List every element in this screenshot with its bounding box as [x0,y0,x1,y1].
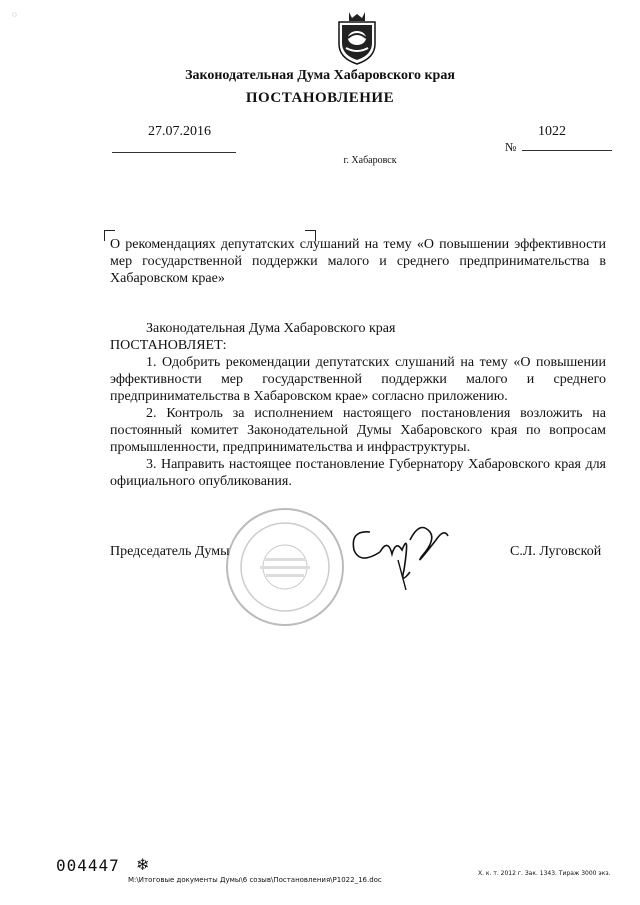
signatory-name: С.Л. Луговской [510,544,602,559]
snowflake-icon: ❄ [136,857,150,874]
number-underline [522,150,612,151]
resolves-line: ПОСТАНОВЛЯЕТ: [110,338,227,353]
coat-of-arms-icon [334,8,380,66]
item-2: 2. Контроль за исполнением настоящего постановления возложить на постоянный комитет Законодательной Думы Хабаровского края по вопросам промышленности, предпринимательства и инфраструктуры. [110,406,606,455]
document-date: 27.07.2016 [148,124,211,139]
corner-mark: ◌ [12,10,17,19]
official-seal [224,506,346,628]
number-sign: № [505,140,517,154]
city: г. Хабаровск [343,155,397,166]
document-type: ПОСТАНОВЛЕНИЕ [245,90,395,106]
file-path: M:\Итоговые документы Думы\6 созыв\Постановления\P1022_16.doc [128,876,382,884]
organization-name: Законодательная Дума Хабаровского края [185,68,455,83]
item-1: 1. Одобрить рекомендации депутатских слушаний на тему «О повышении эффективности мер государственной поддержки малого и среднего предпринимательства в Хабаровском крае» согласно приложению. [110,355,606,404]
print-info: Х. к. т. 2012 г. Зак. 1343. Тираж 3000 экз. [478,870,611,877]
intro-line: Законодательная Дума Хабаровского края [146,321,396,336]
document-body [110,320,606,490]
document-subject: О рекомендациях депутатских слушаний на тему «О повышении эффективности мер государственной поддержки малого и среднего предпринимательства в Хабаровском крае» [110,237,606,286]
document-number: 1022 [538,124,566,139]
signatory-position: Председатель Думы [110,544,230,559]
item-3: 3. Направить настоящее постановление Губернатору Хабаровского края для официального опубликования. [110,457,606,489]
registration-number: 004447 [56,856,120,875]
handwritten-signature [340,510,460,590]
date-underline [112,152,236,153]
